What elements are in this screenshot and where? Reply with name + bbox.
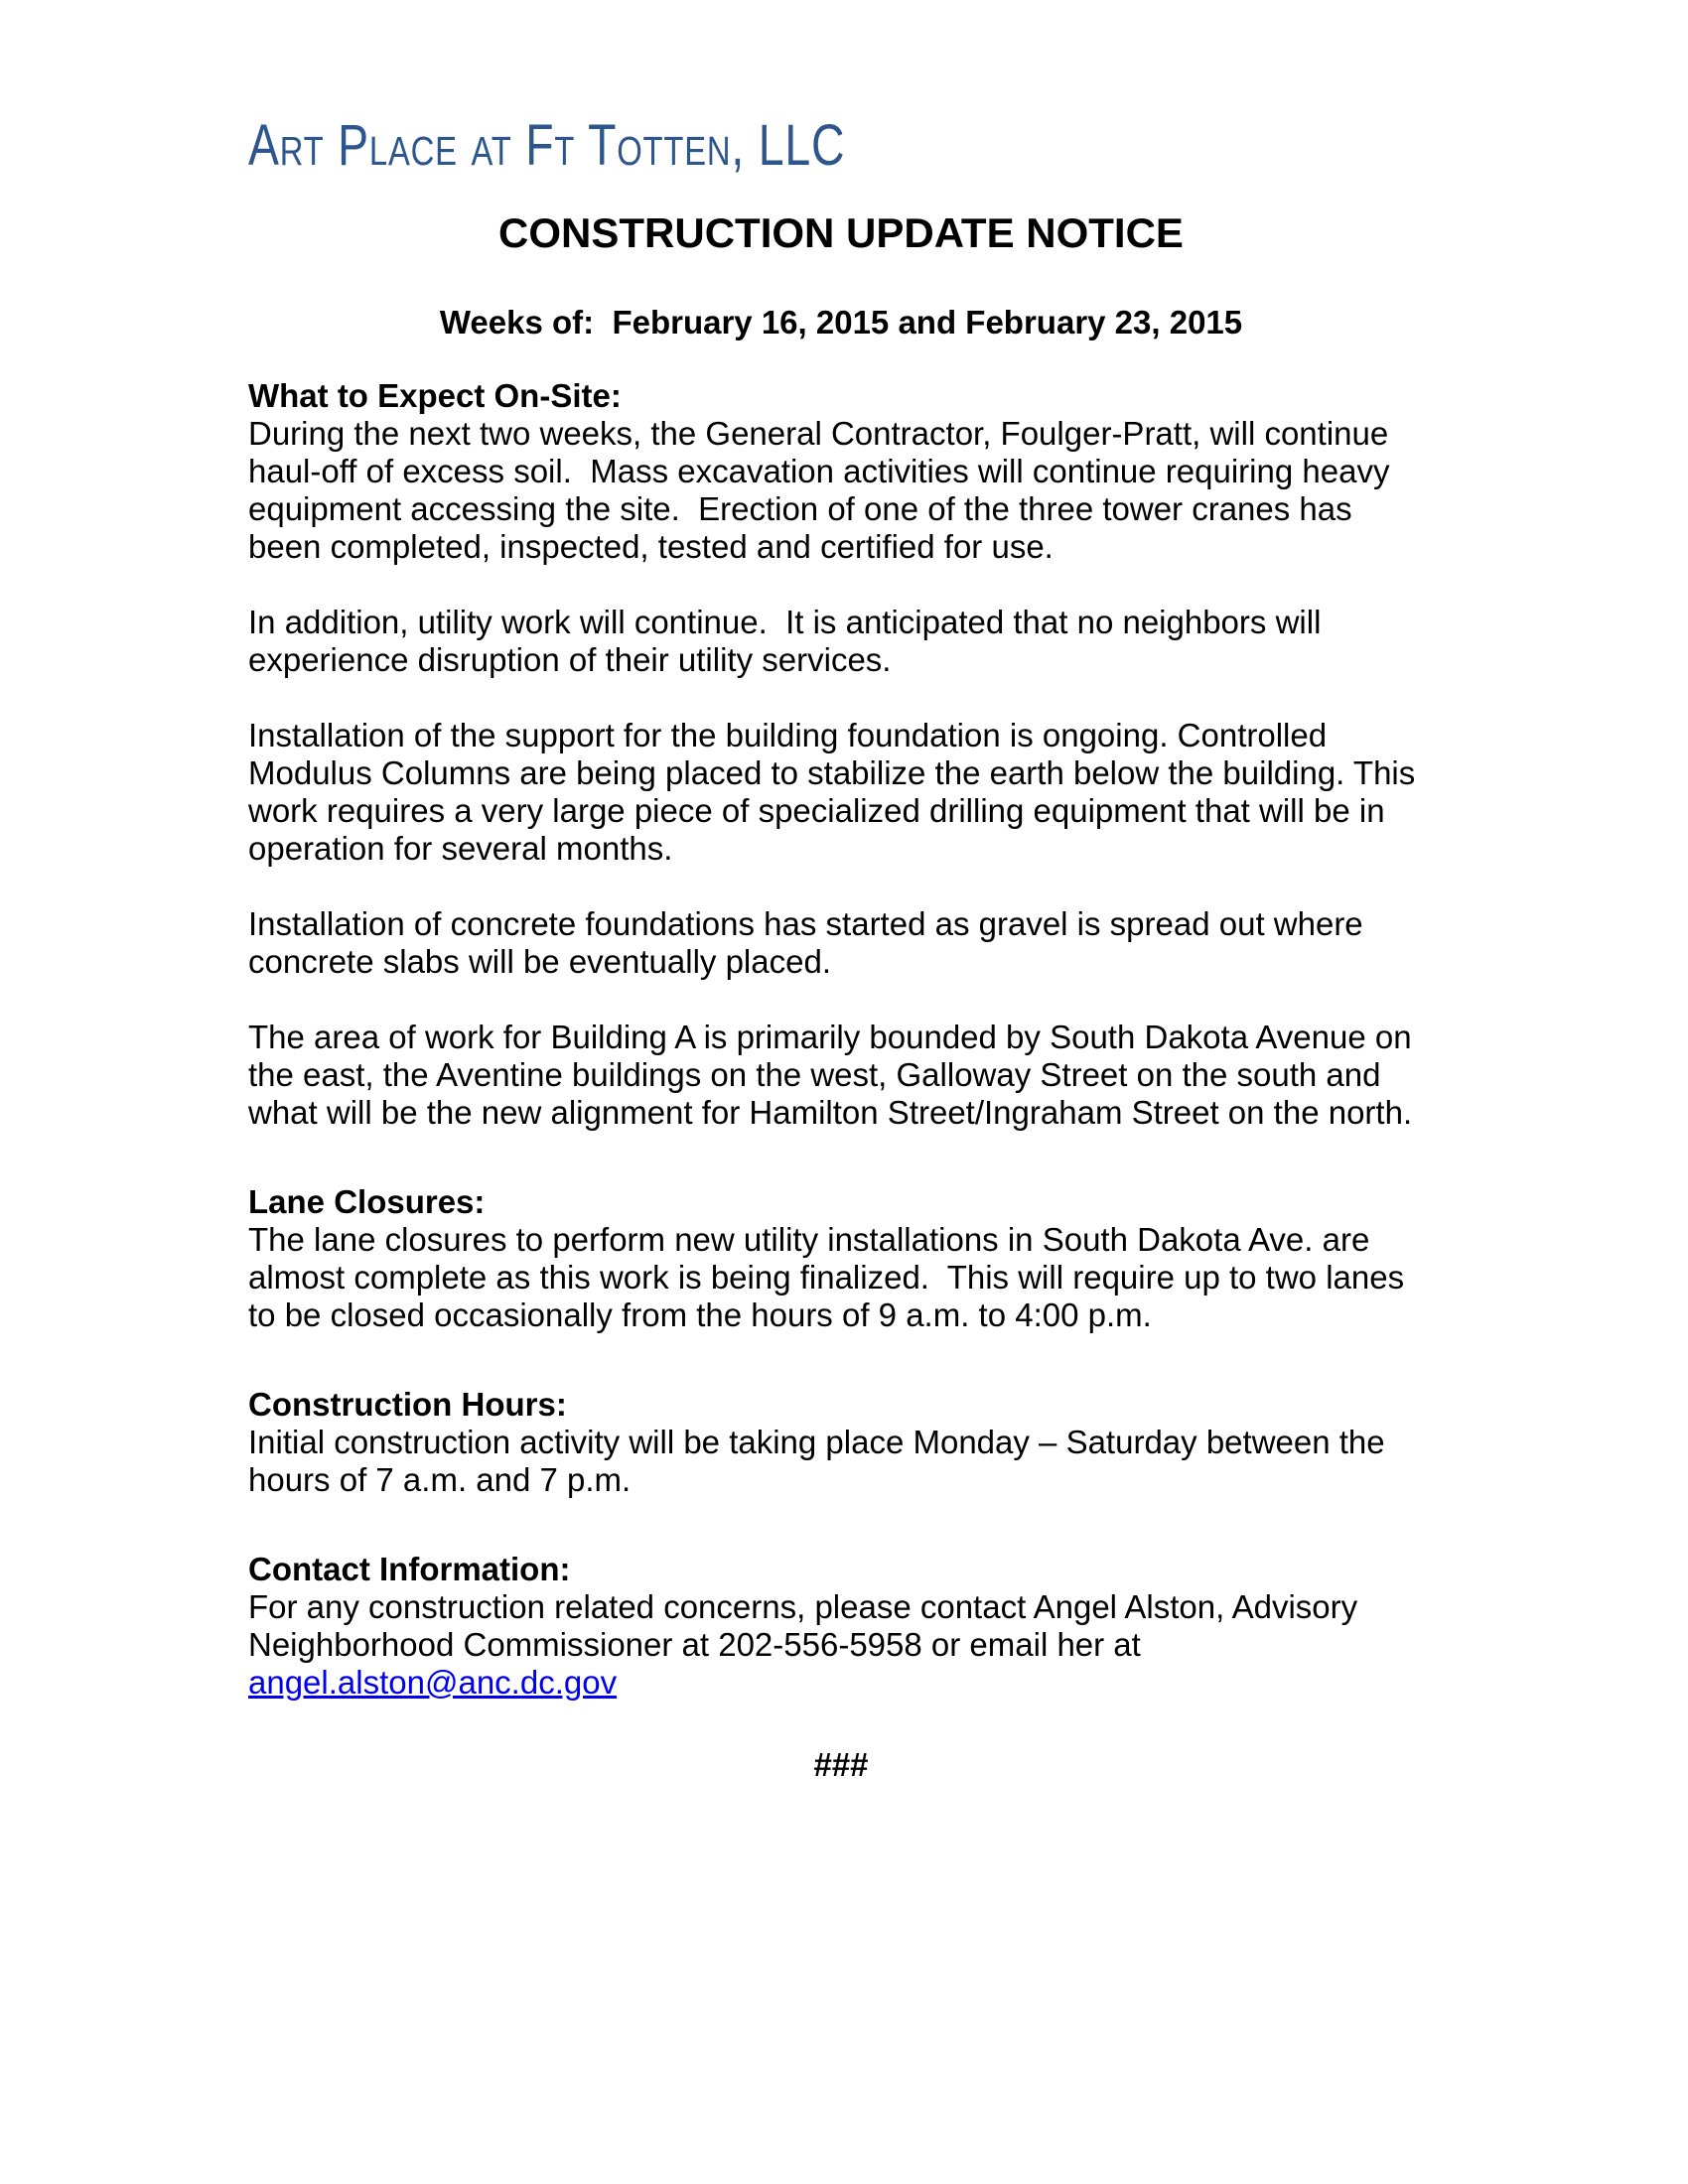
paragraph: Initial construction activity will be taking place Monday – Saturday between the hours of 7 a.m. and 7 p.m. [248, 1424, 1394, 1498]
section-lane-closures [248, 1183, 1434, 1334]
date-line: Weeks of: February 16, 2015 and February 23, 2015 [439, 304, 1243, 341]
end-mark: ### [813, 1746, 869, 1783]
section-construction-hours [248, 1386, 1434, 1499]
company-logo [248, 111, 1688, 181]
paragraph: In addition, utility work will continue. It is anticipated that no neighbors will experience disruption of their utility services. [248, 604, 1331, 678]
email-link[interactable]: angel.alston@anc.dc.gov [248, 1664, 618, 1701]
document-header [248, 111, 1688, 341]
section-heading-lane-closures: Lane Closures: [248, 1183, 486, 1220]
section-what-to-expect [248, 377, 1434, 1132]
company-logo-text: Art Place at Ft Totten, LLC [248, 113, 846, 178]
paragraph: Installation of concrete foundations has started as gravel is spread out where concrete slabs will be eventually placed. [248, 905, 1372, 980]
section-heading-what-to-expect: What to Expect On-Site: [248, 377, 622, 414]
paragraph: For any construction related concerns, please contact Angel Alston, Advisory Neighborhood Commissioner at 202-556-5958 or email her at [248, 1588, 1367, 1663]
document-title: CONSTRUCTION UPDATE NOTICE [498, 209, 1184, 256]
document-body [248, 377, 1434, 1784]
paragraph: During the next two weeks, the General Contractor, Foulger-Pratt, will continue haul-off of excess soil. Mass excavation activities will continue requiring heavy equipment accessing the site. Erection of one of the three tower cranes has been completed, inspected, tested and certified for use. [248, 415, 1399, 565]
section-heading-contact-information: Contact Information: [248, 1551, 571, 1587]
paragraph: The lane closures to perform new utility installations in South Dakota Ave. are almost complete as this work is being finalized. This will require up to two lanes to be closed occasionally from the hours of 9 a.m. to 4:00 p.m. [248, 1221, 1414, 1333]
paragraph: Installation of the support for the building foundation is ongoing. Controlled Modulus Columns are being placed to stabilize the earth below the building. This work requires a very large piece of specialized drilling equipment that will be in operation for several months. [248, 717, 1425, 867]
section-heading-construction-hours: Construction Hours: [248, 1386, 567, 1423]
section-contact-information [248, 1551, 1434, 1702]
paragraph: The area of work for Building A is primarily bounded by South Dakota Avenue on the east, the Aventine buildings on the west, Galloway Street on the south and what will be the new alignment for Hamilton Street/Ingraham Street on the north. [248, 1019, 1421, 1131]
